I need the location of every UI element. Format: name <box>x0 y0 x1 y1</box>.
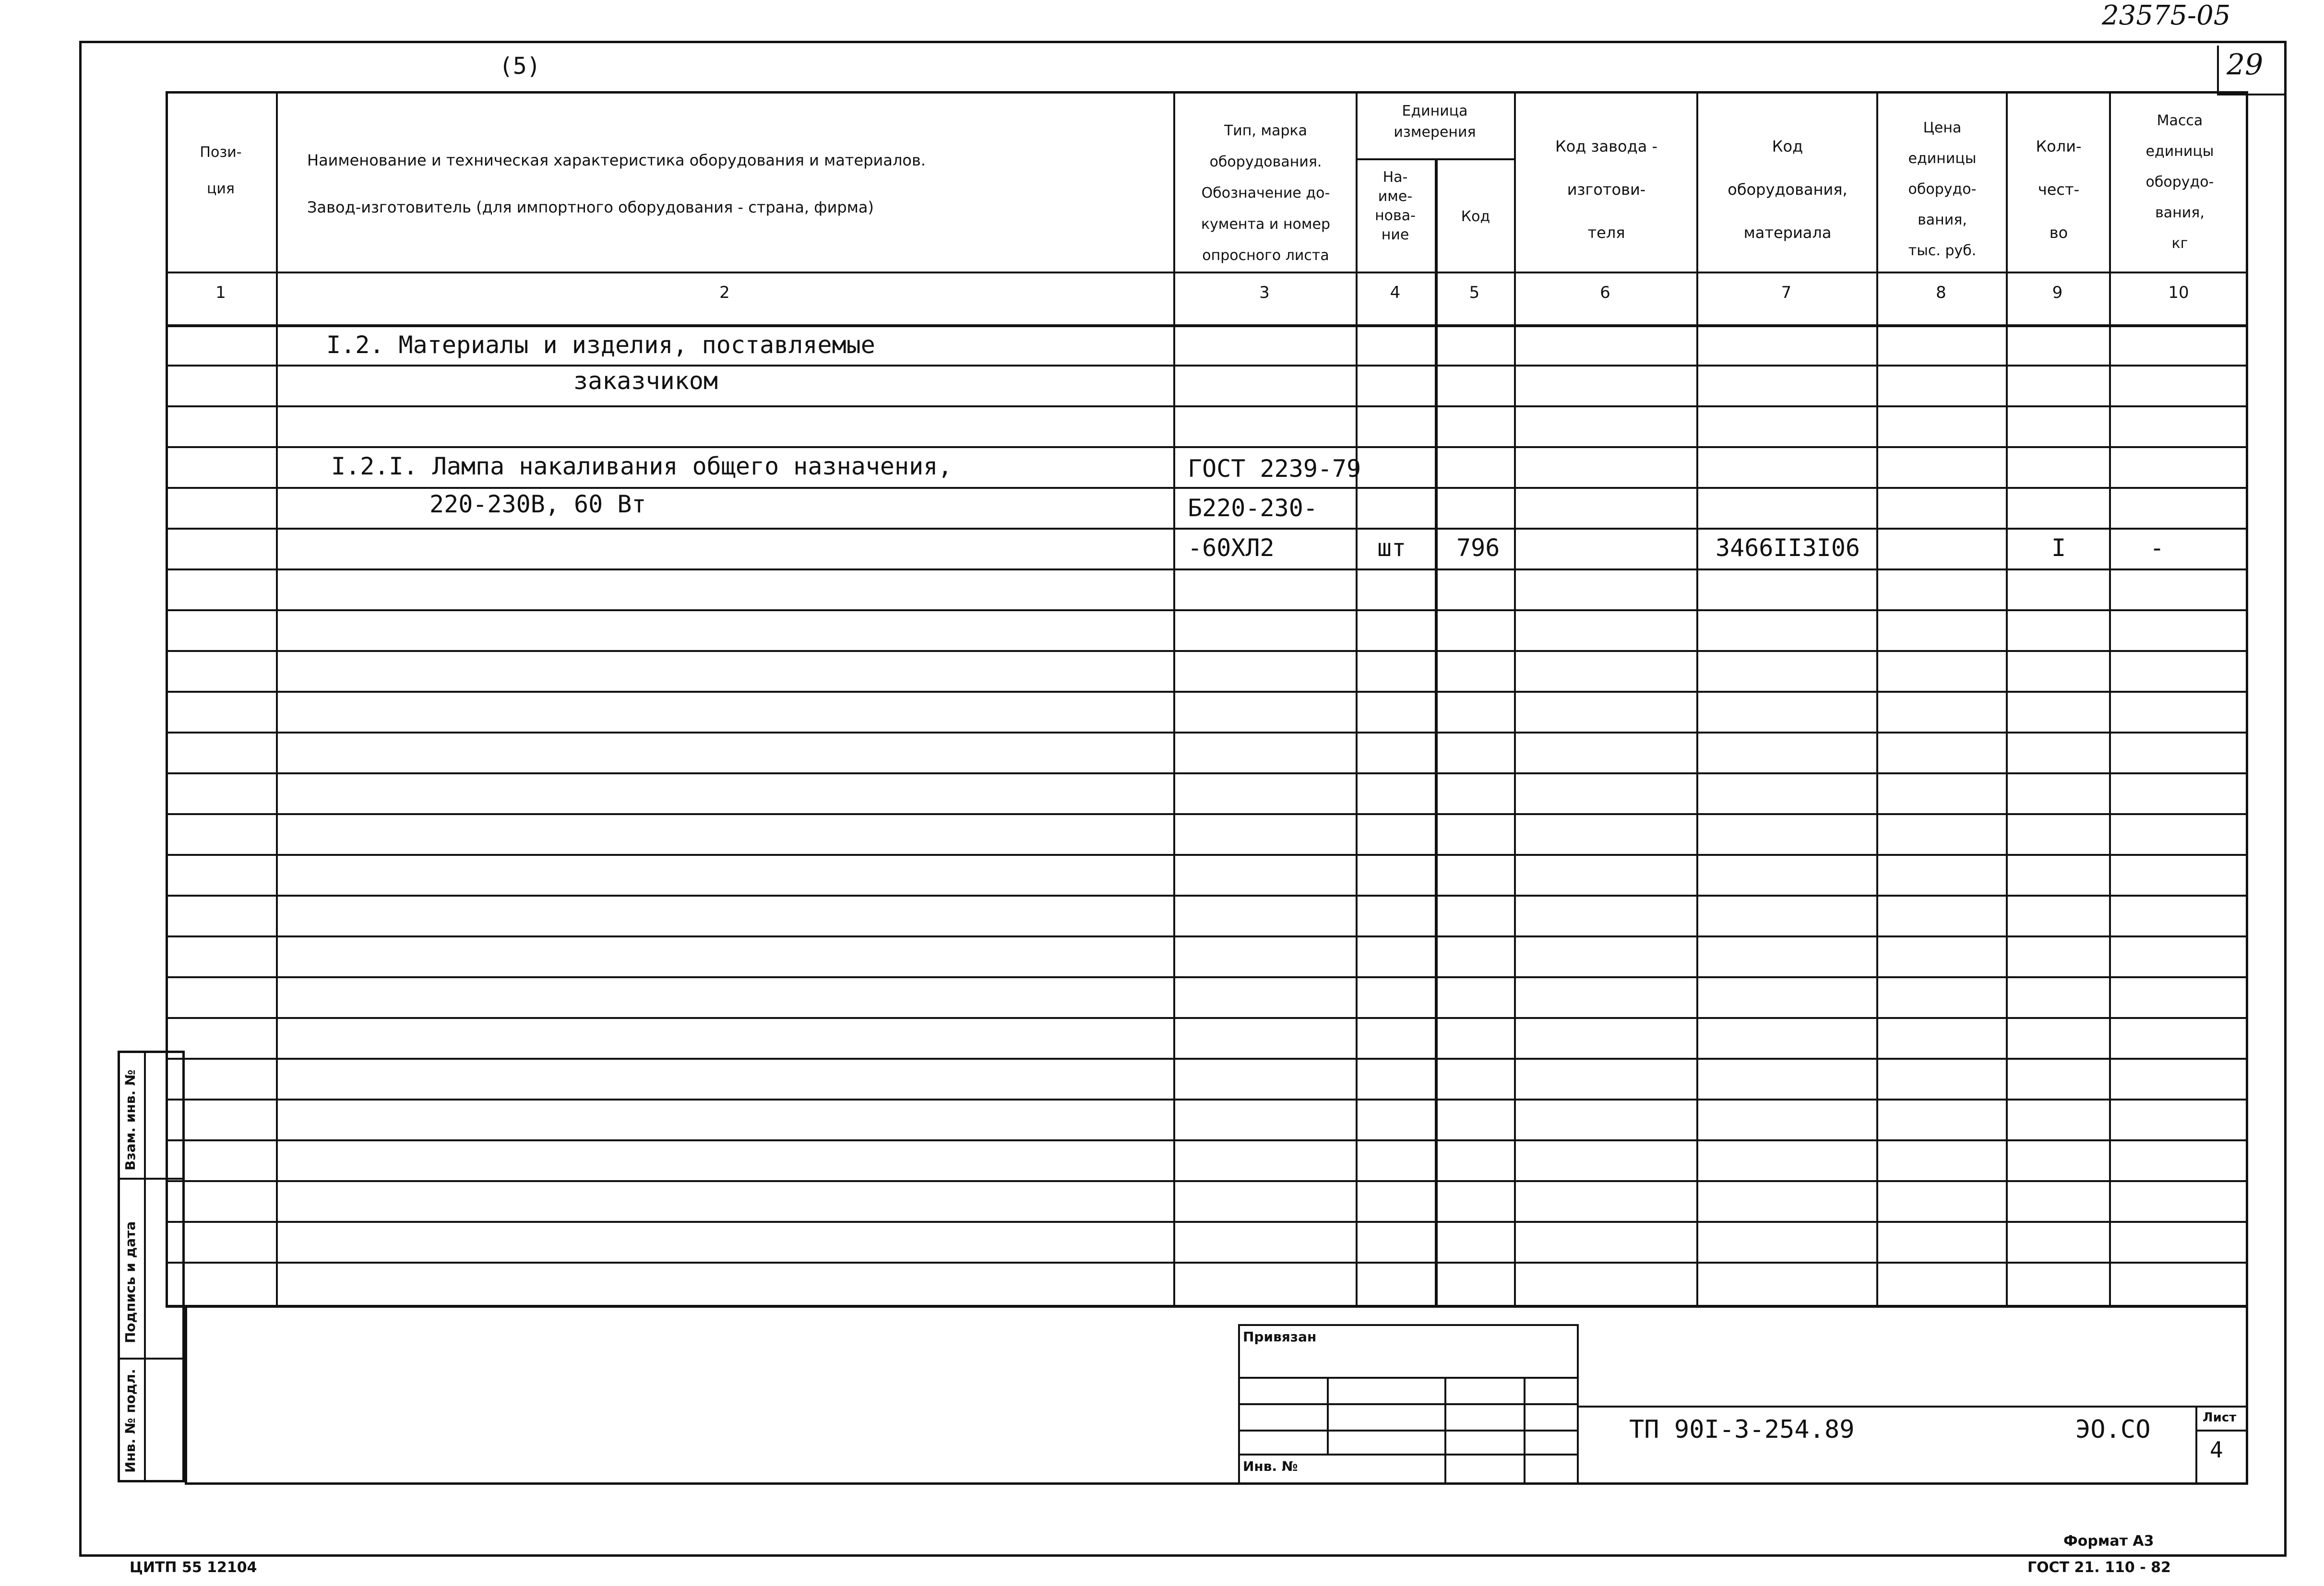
side-stamp-divider <box>144 1051 146 1482</box>
col-number-1: 1 <box>215 283 226 302</box>
section-marker: (5) <box>499 53 541 80</box>
row-line <box>166 854 2248 856</box>
item-name-line-1: I.2.I. Лампа накаливания общего назначения, <box>331 452 953 480</box>
row-line <box>166 772 2248 774</box>
row-line <box>166 691 2248 693</box>
side-stamp-row <box>118 1178 185 1180</box>
row-line <box>166 935 2248 937</box>
col-number-7: 7 <box>1781 283 1792 302</box>
doc-code-top-line <box>1579 1406 2248 1408</box>
row-line <box>166 1099 2248 1101</box>
row-line <box>166 528 2248 530</box>
unit-group-divider <box>1356 158 1514 160</box>
col-number-8: 8 <box>1936 283 1946 302</box>
col-number-3: 3 <box>1259 283 1270 302</box>
side-label-podpis-data: Подпись и дата <box>122 1221 138 1343</box>
main-table-frame <box>166 91 2248 1307</box>
row-line <box>166 365 2248 367</box>
row-line <box>166 650 2248 652</box>
side-label-inv-podl: Инв. № подл. <box>122 1369 138 1473</box>
item-type-line-1: ГОСТ 2239-79 <box>1188 455 1361 483</box>
handwritten-doc-number: 23575-05 <box>2102 0 2231 31</box>
privyazan-col <box>1327 1377 1329 1454</box>
item-type-line-2: Б220-230- <box>1188 494 1318 522</box>
privyazan-row <box>1238 1430 1579 1432</box>
col-divider-5 <box>1514 91 1516 1307</box>
col-number-10: 10 <box>2168 283 2189 302</box>
privyazan-label: Привязан <box>1243 1329 1317 1345</box>
privyazan-row <box>1238 1454 1579 1456</box>
side-stamp-row <box>118 1358 185 1360</box>
header-col9: Коли- чест- во <box>2036 137 2082 242</box>
col-divider-2 <box>1173 91 1175 1307</box>
col-number-9: 9 <box>2052 283 2063 302</box>
title-block-frame <box>185 1305 2248 1485</box>
page-number: 29 <box>2227 48 2264 82</box>
sheet-label: Лист <box>2203 1410 2237 1425</box>
sheet-number: 4 <box>2210 1437 2223 1463</box>
item-quantity: I <box>2051 534 2066 562</box>
item-type-line-3: -60ХЛ2 <box>1188 534 1275 562</box>
col-divider-7 <box>1876 91 1878 1307</box>
header-divider <box>166 272 2248 273</box>
col-number-2: 2 <box>719 283 730 302</box>
item-unit-code: 796 <box>1456 534 1500 562</box>
section-title-line-1: I.2. Материалы и изделия, поставляемые <box>326 331 875 359</box>
header-col3: Тип, марка оборудования. Обозначение до- кумента и номер опросного листа <box>1201 122 1331 264</box>
col-divider-3 <box>1356 91 1358 1307</box>
item-name-line-2: 220-230В, 60 Вт <box>429 490 646 518</box>
sheet-box-divider <box>2195 1430 2248 1432</box>
row-line <box>166 895 2248 897</box>
row-line <box>166 405 2248 407</box>
col-number-5: 5 <box>1469 283 1480 302</box>
row-line <box>166 976 2248 978</box>
column-number-divider <box>166 324 2248 327</box>
col-divider-6 <box>1696 91 1698 1307</box>
header-col10: Масса единицы оборудо- вания, кг <box>2145 112 2214 252</box>
row-line <box>166 1221 2248 1223</box>
footer-format: Формат А3 <box>2063 1533 2154 1550</box>
row-line <box>166 1139 2248 1141</box>
row-line <box>166 1058 2248 1060</box>
row-line <box>166 1017 2248 1019</box>
privyazan-row <box>1238 1377 1579 1379</box>
item-material-code: 3466II3I06 <box>1716 534 1860 562</box>
inv-no-label: Инв. № <box>1243 1458 1298 1474</box>
header-col4: На- име- нова- ние <box>1375 169 1416 243</box>
header-col6: Код завода - изготови- теля <box>1555 137 1658 242</box>
privyazan-col <box>1444 1377 1446 1485</box>
col-divider-9 <box>2109 91 2111 1307</box>
row-line <box>166 732 2248 734</box>
privyazan-row <box>1238 1403 1579 1405</box>
col-number-6: 6 <box>1600 283 1610 302</box>
item-mass: - <box>2150 534 2165 562</box>
header-col8: Цена единицы оборудо- вания, тыс. руб. <box>1908 119 1977 259</box>
item-unit: шт <box>1377 534 1406 562</box>
section-code: ЭО.СО <box>2075 1415 2151 1444</box>
row-line <box>166 1262 2248 1264</box>
header-col2: Наименование и техническая характеристика оборудования и материалов. Завод-изготовитель (для импортного оборудования - страна, фирма) <box>307 151 926 216</box>
col-divider-8 <box>2006 91 2008 1307</box>
col-number-4: 4 <box>1390 283 1401 302</box>
header-col1: Пози- ция <box>200 144 242 197</box>
row-line <box>166 446 2248 448</box>
side-label-vzam-inv: Взам. инв. № <box>122 1069 138 1171</box>
footer-left-code: ЦИТП 55 12104 <box>130 1559 257 1576</box>
col-divider-1 <box>276 91 278 1307</box>
header-col7: Код оборудования, материала <box>1728 137 1847 242</box>
row-line <box>166 1180 2248 1182</box>
footer-gost: ГОСТ 21. 110 - 82 <box>2027 1559 2171 1576</box>
section-title-line-2: заказчиком <box>573 367 718 395</box>
header-unit-group: Единица измерения <box>1394 103 1476 141</box>
row-line <box>166 487 2248 489</box>
row-line <box>166 813 2248 815</box>
row-line <box>166 609 2248 611</box>
privyazan-col <box>1524 1377 1525 1485</box>
header-col5: Код <box>1461 208 1490 225</box>
row-line <box>166 568 2248 570</box>
doc-code: ТП 90I-3-254.89 <box>1629 1415 1855 1444</box>
